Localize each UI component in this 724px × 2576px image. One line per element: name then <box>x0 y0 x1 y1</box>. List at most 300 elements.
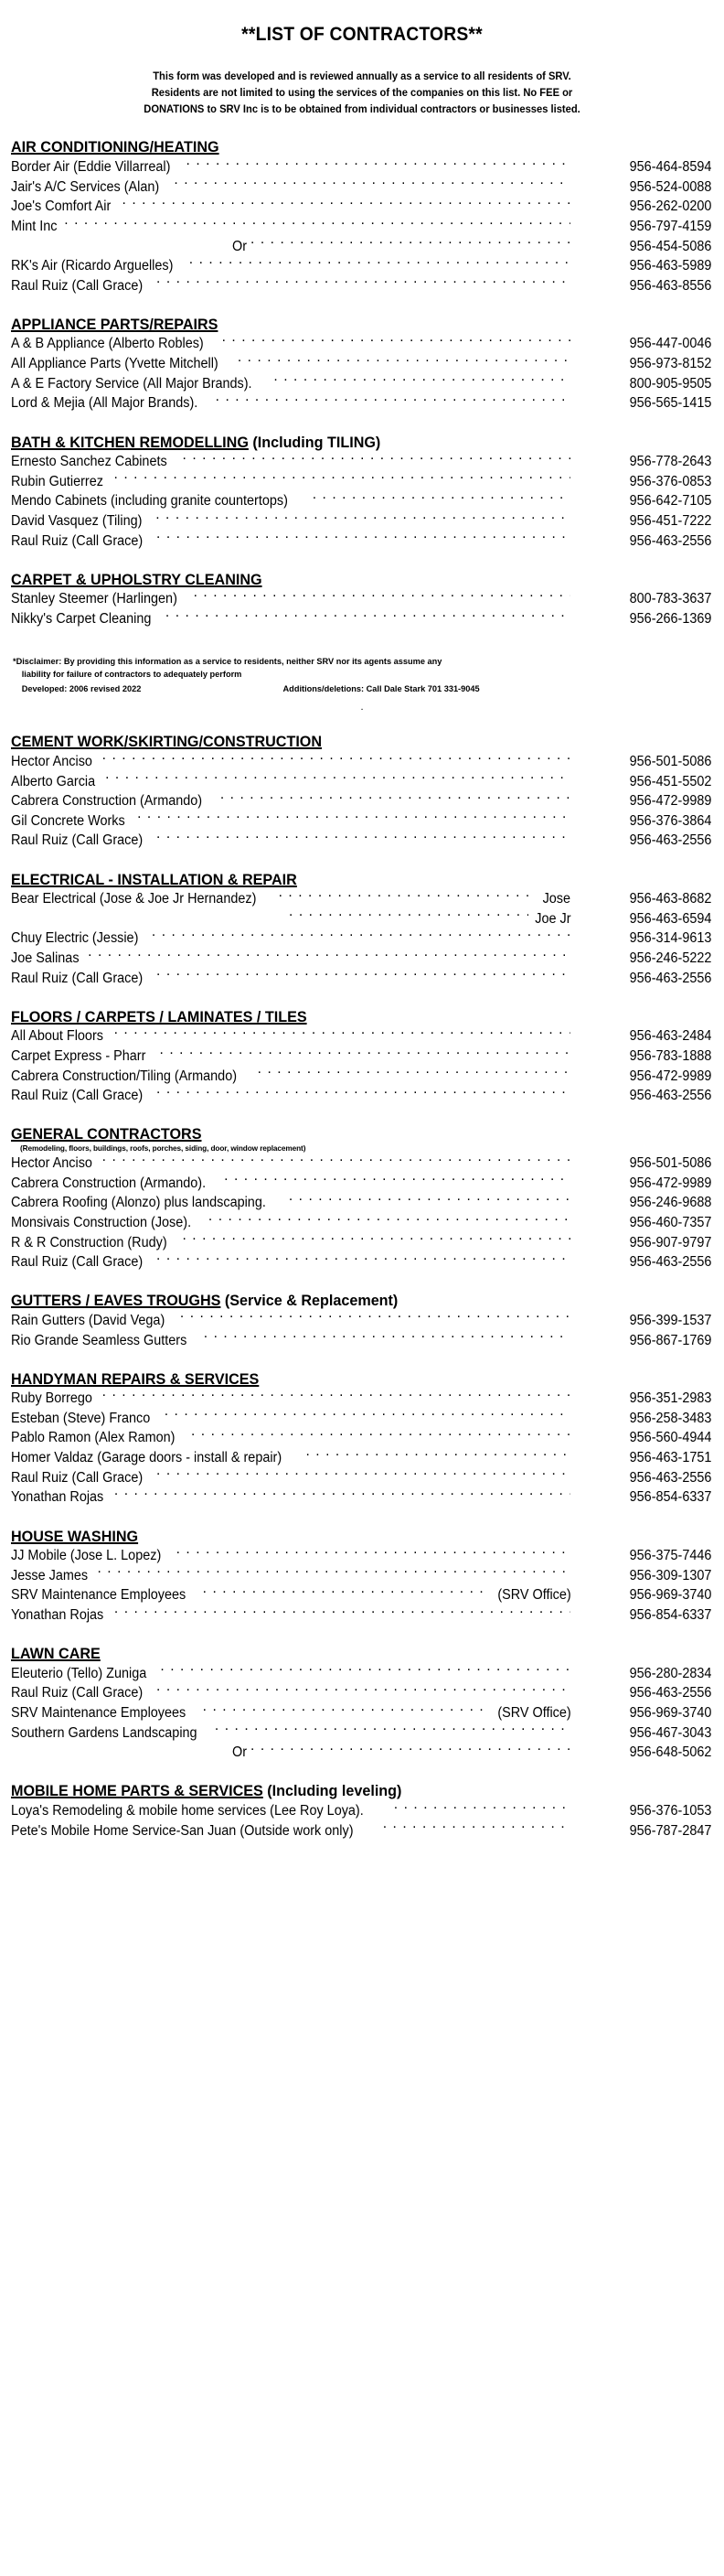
section-heading-underlined: CARPET & UPHOLSTRY CLEANING <box>11 570 262 588</box>
dot-leader <box>273 373 570 388</box>
section-rows <box>11 156 717 295</box>
dot-leader <box>203 1585 488 1600</box>
section <box>7 1370 717 1508</box>
dot-leader <box>114 1605 570 1619</box>
dot-leader <box>176 1546 570 1561</box>
phone-number: 956-246-9688 <box>629 1195 712 1211</box>
contractor-name: Yonathan Rojas <box>11 1489 104 1506</box>
phone-number: 956-463-2556 <box>629 1469 712 1486</box>
section <box>7 434 717 551</box>
phone-number: 956-648-5062 <box>629 1744 712 1761</box>
disclaimer-block <box>13 656 690 695</box>
phone-number: 956-797-4159 <box>629 218 712 234</box>
contractor-row <box>11 1389 717 1409</box>
phone-number: 956-524-0088 <box>629 178 712 195</box>
contractor-row <box>11 1086 717 1106</box>
phone-number: 956-262-0200 <box>629 199 712 215</box>
phone-number: 800-783-3637 <box>629 591 712 607</box>
contractor-row <box>11 1683 717 1703</box>
section <box>7 1645 717 1762</box>
section <box>7 1528 717 1626</box>
dot-leader <box>222 334 570 349</box>
section-heading-underlined: HOUSE WASHING <box>11 1527 139 1545</box>
phone-number: 956-642-7105 <box>629 493 712 510</box>
disclaimer-line-1: *Disclaimer: By providing this information as a service to residents, neither SRV nor its agents assume any <box>13 657 442 668</box>
dot-leader <box>383 1820 570 1835</box>
dot-leader <box>203 1702 488 1717</box>
section-heading <box>11 434 681 451</box>
contractor-row <box>11 1046 717 1067</box>
dot-leader <box>186 156 570 171</box>
dot-leader <box>189 256 570 271</box>
dot-leader <box>216 393 570 408</box>
contractor-row <box>11 354 717 374</box>
contractor-name: Eleuterio (Tello) Zuniga <box>11 1665 147 1681</box>
contractor-name: Joe's Comfort Air <box>11 199 112 215</box>
phone-number: 956-907-9797 <box>629 1234 712 1250</box>
phone-number: 956-463-1751 <box>629 1450 712 1466</box>
phone-number: 956-463-8556 <box>629 277 712 294</box>
dot-leader <box>156 1086 570 1100</box>
dot-leader <box>156 1467 570 1482</box>
contractor-name: SRV Maintenance Employees <box>11 1704 186 1721</box>
section-heading-underlined: LAWN CARE <box>11 1645 101 1663</box>
phone-number: 956-565-1415 <box>629 395 712 412</box>
dot-leader <box>114 471 570 486</box>
section-heading-underlined: AIR CONDITIONING/HEATING <box>11 138 219 156</box>
phone-number: 956-376-3864 <box>629 812 712 829</box>
contractor-name: Cabrera Construction (Armando). <box>11 1175 207 1191</box>
contractor-name: Pablo Ramon (Alex Ramon) <box>11 1430 176 1446</box>
dot-leader <box>156 1252 570 1267</box>
contractor-name: Carpet Express - Pharr <box>11 1048 146 1065</box>
contractor-name: Yonathan Rojas <box>11 1606 104 1623</box>
contractor-row <box>11 1448 717 1468</box>
phone-number: 956-463-5989 <box>629 258 712 274</box>
phone-number: 956-454-5086 <box>629 238 712 254</box>
phone-number: 956-463-2484 <box>629 1028 712 1045</box>
section <box>7 571 717 628</box>
contractor-row <box>11 1605 717 1625</box>
section <box>7 733 717 850</box>
dot-leader <box>289 908 528 923</box>
dot-leader <box>114 1026 570 1041</box>
contractor-row <box>11 889 717 909</box>
section <box>7 871 717 988</box>
contractor-name: Raul Ruiz (Call Grace) <box>11 277 144 294</box>
contractor-name: Monsivais Construction (Jose). <box>11 1214 192 1230</box>
dot-leader <box>160 1663 570 1678</box>
contractor-row <box>11 1330 717 1350</box>
dot-leader <box>220 791 570 806</box>
contractor-row <box>11 1026 717 1046</box>
contractor-row <box>11 1153 717 1173</box>
section-heading-suffix: (Including leveling) <box>262 1782 402 1800</box>
section-heading-suffix: (Service & Replacement) <box>220 1292 399 1310</box>
contractor-contact-tag: Joe Jr <box>535 910 571 927</box>
contractor-name: Jair's A/C Services (Alan) <box>11 178 160 195</box>
section-rows <box>11 452 717 551</box>
contractor-row <box>11 968 717 988</box>
phone-number: 956-376-1053 <box>629 1802 712 1819</box>
contractor-name: Raul Ruiz (Call Grace) <box>11 1254 144 1271</box>
section-heading-underlined: ELECTRICAL - INSTALLATION & REPAIR <box>11 870 297 888</box>
dot-leader <box>394 1800 570 1815</box>
section-rows <box>11 1663 717 1762</box>
contractor-row <box>11 373 717 393</box>
contractor-name: Rubin Gutierrez <box>11 473 103 489</box>
contractor-row <box>11 1702 717 1723</box>
contractor-row <box>11 751 717 771</box>
section-rows <box>11 1026 717 1106</box>
contractor-name: Hector Anciso <box>11 753 92 769</box>
contractor-contact-tag: (SRV Office) <box>496 1587 571 1604</box>
phone-number: 956-463-2556 <box>629 1088 712 1104</box>
contractor-name: Cabrera Construction/Tiling (Armando) <box>11 1068 238 1084</box>
section <box>7 1782 717 1840</box>
phone-number: 956-314-9613 <box>629 930 712 947</box>
contractor-row <box>11 1467 717 1487</box>
contractor-row <box>11 1546 717 1566</box>
contractor-row <box>11 491 717 511</box>
contractor-name: Raul Ruiz (Call Grace) <box>11 1088 144 1104</box>
section-heading <box>11 1528 681 1545</box>
contractor-row <box>11 216 717 236</box>
contractor-row <box>11 393 717 413</box>
disclaimer-line-2: liability for failure of contractors to adequately perform <box>21 669 242 680</box>
section-heading-underlined: BATH & KITCHEN REMODELLING <box>11 433 249 451</box>
dot-leader <box>122 197 570 211</box>
dot-leader <box>174 177 570 191</box>
phone-number: 956-787-2847 <box>629 1822 712 1839</box>
phone-number: 956-560-4944 <box>629 1430 712 1446</box>
contractor-name: David Vasquez (Tiling) <box>11 513 143 529</box>
contractor-row <box>11 608 717 628</box>
section <box>7 1292 717 1349</box>
intro-line-3: DONATIONS to SRV Inc is to be obtained from individual contractors or businesses listed. <box>144 103 580 115</box>
contractor-row <box>11 1310 717 1330</box>
contractor-row <box>11 1800 717 1820</box>
phone-number: 956-969-3740 <box>629 1704 712 1721</box>
dot-leader <box>208 1212 570 1227</box>
phone-number: 956-451-7222 <box>629 513 712 529</box>
section-heading-suffix: (Including TILING) <box>248 433 381 451</box>
section-rows <box>11 1389 717 1508</box>
dot-leader <box>183 452 570 467</box>
contractor-name: All About Floors <box>11 1028 103 1045</box>
dot-leader <box>156 275 570 290</box>
contractor-row <box>11 908 717 928</box>
dot-leader <box>224 1173 570 1187</box>
contractor-name: Mint Inc <box>11 218 58 234</box>
contractor-row <box>11 810 717 831</box>
section-heading-underlined: GUTTERS / EAVES TROUGHS <box>11 1292 221 1310</box>
intro-line-1: This form was developed and is reviewed annually as a service to all residents of SRV. <box>153 71 571 82</box>
contractor-name: Nikky's Carpet Cleaning <box>11 610 152 627</box>
contractor-name: Raul Ruiz (Call Grace) <box>11 1469 144 1486</box>
contractor-row <box>11 791 717 811</box>
phone-number: 956-472-9989 <box>629 1175 712 1191</box>
phone-number: 956-467-3043 <box>629 1724 712 1741</box>
phone-number: 956-463-6594 <box>629 910 712 927</box>
contractor-name: Alberto Garcia <box>11 773 96 789</box>
section-rows <box>11 889 717 988</box>
phone-number: 956-460-7357 <box>629 1214 712 1230</box>
contractor-name: Joe Salinas <box>11 950 80 967</box>
dot-leader <box>238 354 570 369</box>
section <box>7 138 717 295</box>
phone-number: 956-472-9989 <box>629 793 712 810</box>
section-rows <box>11 1310 717 1349</box>
dot-leader <box>204 1330 570 1345</box>
dot-leader <box>313 491 570 506</box>
phone-number: 956-280-2834 <box>629 1665 712 1681</box>
contractor-contact-tag: (SRV Office) <box>496 1704 571 1721</box>
contractor-row <box>11 1232 717 1252</box>
phone-number: 956-472-9989 <box>629 1068 712 1084</box>
phone-number: 956-463-2556 <box>629 1254 712 1271</box>
contractor-row <box>11 1066 717 1086</box>
contractor-name: Raul Ruiz (Call Grace) <box>11 1685 144 1701</box>
contractor-row <box>11 928 717 949</box>
phone-number: 956-783-1888 <box>629 1048 712 1065</box>
page-title: **LIST OF CONTRACTORS** <box>241 24 483 45</box>
scan-artifact-dot: . <box>360 702 364 714</box>
dot-leader <box>88 949 570 963</box>
contractor-row <box>11 531 717 551</box>
dot-leader <box>305 1448 570 1463</box>
contractor-row <box>11 1663 717 1683</box>
contractor-name: Raul Ruiz (Call Grace) <box>11 532 144 549</box>
section <box>7 316 717 413</box>
phone-number: 956-867-1769 <box>629 1332 712 1348</box>
section-rows <box>11 589 717 628</box>
or-label: Or <box>231 238 247 254</box>
section-heading-underlined: GENERAL CONTRACTORS <box>11 1125 202 1143</box>
disclaimer-footer-line <box>22 683 690 696</box>
dot-leader <box>165 608 570 623</box>
phone-number: 956-463-2556 <box>629 1685 712 1701</box>
contractor-name: Gil Concrete Works <box>11 812 125 829</box>
dot-leader <box>105 771 570 786</box>
contractor-name: Lord & Mejia (All Major Brands). <box>11 395 198 412</box>
contractor-row <box>11 197 717 217</box>
contractor-name: Cabrera Construction (Armando) <box>11 793 203 810</box>
dot-leader <box>182 1232 570 1247</box>
section-heading <box>11 733 681 750</box>
dot-leader <box>160 1046 571 1061</box>
contractor-row <box>11 177 717 197</box>
phone-number: 956-778-2643 <box>629 454 712 470</box>
phone-number: 956-399-1537 <box>629 1312 712 1328</box>
contractor-name: Chuy Electric (Jessie) <box>11 930 139 947</box>
phone-number: 956-447-0046 <box>629 336 712 352</box>
dot-leader <box>191 1428 570 1443</box>
section-heading-underlined: HANDYMAN REPAIRS & SERVICES <box>11 1369 260 1388</box>
contractor-name: Pete's Mobile Home Service-San Juan (Outside work only) <box>11 1822 354 1839</box>
contractor-row <box>11 771 717 791</box>
phone-number: 956-969-3740 <box>629 1587 712 1604</box>
dot-leader <box>156 531 570 545</box>
dot-leader <box>137 810 570 825</box>
dot-leader <box>215 1723 570 1737</box>
contractor-name: JJ Mobile (Jose L. Lopez) <box>11 1548 162 1564</box>
dot-leader <box>156 1683 570 1698</box>
section-heading <box>11 1782 681 1799</box>
contractor-row <box>11 156 717 177</box>
section-rows <box>11 334 717 413</box>
phone-number: 956-375-7446 <box>629 1548 712 1564</box>
developed-revised-text: Developed: 2006 revised 2022 <box>21 683 142 694</box>
contractor-row <box>11 471 717 491</box>
dot-leader <box>279 889 538 904</box>
contractor-row <box>11 511 717 531</box>
contractor-row <box>11 1193 717 1213</box>
contractor-name: Cabrera Roofing (Alonzo) plus landscaping. <box>11 1195 266 1211</box>
dot-leader <box>156 831 570 845</box>
dot-leader <box>102 751 570 766</box>
phone-number: 800-905-9505 <box>629 375 712 392</box>
intro-line-2: Residents are not limited to using the services of the companies on this list. No FEE or <box>151 87 573 99</box>
phone-number: 956-463-2556 <box>629 832 712 849</box>
contractor-row <box>11 589 717 609</box>
section-heading-underlined: CEMENT WORK/SKIRTING/CONSTRUCTION <box>11 733 323 751</box>
contractor-name: Ruby Borrego <box>11 1390 92 1407</box>
contractor-name: Stanley Steemer (Harlingen) <box>11 591 177 607</box>
section-rows <box>11 751 717 850</box>
dot-leader <box>165 1408 570 1422</box>
contractor-name: Rain Gutters (David Vega) <box>11 1312 165 1328</box>
section-heading <box>11 1645 681 1662</box>
contractor-row <box>11 1723 717 1743</box>
section-subtitle: (Remodeling, floors, buildings, roofs, porches, siding, door, window replacement) <box>20 1143 306 1154</box>
dot-leader <box>64 216 570 231</box>
phone-number: 956-246-5222 <box>629 950 712 967</box>
contractor-row <box>11 1820 717 1841</box>
section-heading <box>11 316 681 333</box>
contractor-row <box>11 1487 717 1508</box>
contractor-row <box>11 1212 717 1232</box>
section-heading <box>11 1008 681 1025</box>
contractor-row <box>11 1428 717 1448</box>
phone-number: 956-463-2556 <box>629 532 712 549</box>
contractor-name: A & B Appliance (Alberto Robles) <box>11 336 204 352</box>
contractor-row <box>11 1565 717 1585</box>
contractor-name: Esteban (Steve) Franco <box>11 1410 151 1426</box>
section-heading <box>11 571 681 588</box>
contractor-row <box>11 1252 717 1272</box>
section-heading <box>11 871 681 888</box>
contractor-name: Border Air (Eddie Villarreal) <box>11 158 171 175</box>
contractor-row <box>11 1585 717 1605</box>
contractor-name: Southern Gardens Landscaping <box>11 1724 197 1741</box>
dot-leader <box>194 589 570 604</box>
section-heading-underlined: FLOORS / CARPETS / LAMINATES / TILES <box>11 1007 307 1025</box>
contractor-name: Raul Ruiz (Call Grace) <box>11 970 144 986</box>
contractor-row <box>11 275 717 295</box>
contractor-name: Bear Electrical (Jose & Joe Jr Hernandez) <box>11 891 257 907</box>
section-heading <box>11 138 681 156</box>
phone-number: 956-501-5086 <box>629 753 712 769</box>
dot-leader <box>250 1743 570 1757</box>
additions-deletions-contact: Additions/deletions: Call Dale Stark 701 331-9045 <box>282 683 480 694</box>
dot-leader <box>102 1389 570 1403</box>
contractor-name: Homer Valdaz (Garage doors - install & repair) <box>11 1450 282 1466</box>
contractor-row <box>11 452 717 472</box>
dot-leader <box>180 1310 570 1325</box>
phone-number: 956-501-5086 <box>629 1154 712 1171</box>
phone-number: 956-973-8152 <box>629 356 712 372</box>
contractor-name: Raul Ruiz (Call Grace) <box>11 832 144 849</box>
phone-number: 956-463-2556 <box>629 970 712 986</box>
contractor-name: RK's Air (Ricardo Arguelles) <box>11 258 174 274</box>
contractor-row <box>11 831 717 851</box>
section <box>7 1125 717 1272</box>
intro-paragraph <box>41 70 683 118</box>
contractor-name: SRV Maintenance Employees <box>11 1587 186 1604</box>
section-heading-underlined: APPLIANCE PARTS/REPAIRS <box>11 315 218 333</box>
contractor-name: A & E Factory Service (All Major Brands). <box>11 375 252 392</box>
contractor-or-row <box>11 236 717 256</box>
section-heading <box>11 1370 681 1388</box>
section-rows <box>11 1153 717 1272</box>
section-heading <box>11 1125 681 1143</box>
contractor-row <box>11 334 717 354</box>
phone-number: 956-309-1307 <box>629 1567 712 1583</box>
sections-container <box>7 138 717 1840</box>
dot-leader <box>102 1153 570 1167</box>
contractor-name: Rio Grande Seamless Gutters <box>11 1332 187 1348</box>
section-rows <box>11 1800 717 1840</box>
contractor-row <box>11 256 717 276</box>
contractor-name: Mendo Cabinets (including granite countertops) <box>11 493 288 510</box>
contractor-name: Jesse James <box>11 1567 89 1583</box>
phone-number: 956-854-6337 <box>629 1489 712 1506</box>
phone-number: 956-266-1369 <box>629 610 712 627</box>
dot-leader <box>97 1565 570 1580</box>
dot-leader <box>155 511 570 526</box>
contractor-row <box>11 949 717 969</box>
dot-leader <box>250 236 570 251</box>
phone-number: 956-451-5502 <box>629 773 712 789</box>
dot-leader <box>114 1487 570 1502</box>
dot-leader <box>258 1066 570 1080</box>
phone-number: 956-463-8682 <box>629 891 712 907</box>
contractor-contact-tag: Jose <box>542 891 571 907</box>
contractor-name: R & R Construction (Rudy) <box>11 1234 167 1250</box>
contractor-row <box>11 1408 717 1428</box>
section-heading <box>11 1292 681 1309</box>
or-label: Or <box>231 1744 247 1761</box>
phone-number: 956-376-0853 <box>629 473 712 489</box>
contractor-or-row <box>11 1743 717 1763</box>
contractor-row <box>11 1173 717 1193</box>
section <box>7 1008 717 1106</box>
phone-number: 956-258-3483 <box>629 1410 712 1426</box>
dot-leader <box>289 1193 570 1208</box>
phone-number: 956-351-2983 <box>629 1390 712 1407</box>
phone-number: 956-464-8594 <box>629 158 712 175</box>
contractor-name: All Appliance Parts (Yvette Mitchell) <box>11 356 218 372</box>
section-rows <box>11 1546 717 1626</box>
contractor-name: Hector Anciso <box>11 1154 92 1171</box>
dot-leader <box>156 968 570 982</box>
contractor-name: Ernesto Sanchez Cabinets <box>11 454 167 470</box>
phone-number: 956-854-6337 <box>629 1606 712 1623</box>
section-heading-underlined: MOBILE HOME PARTS & SERVICES <box>11 1782 263 1800</box>
dot-leader <box>152 928 570 943</box>
contractor-name: Loya's Remodeling & mobile home services (Lee Roy Loya). <box>11 1802 364 1819</box>
